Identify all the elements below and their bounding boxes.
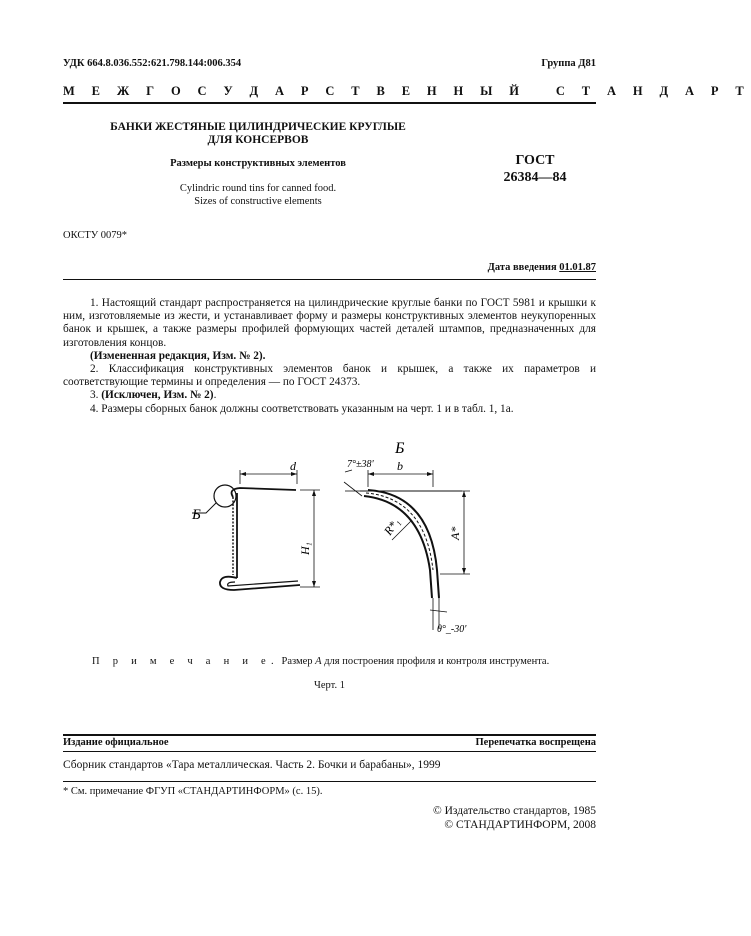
- paragraph-4: 4. Размеры сборных банок должны соответствовать указанным на черт. 1 и в табл. 1, 1а.: [90, 402, 514, 415]
- copyright-2: © СТАНДАРТИНФОРМ, 2008: [444, 819, 596, 831]
- footnote: * См. примечание ФГУП «СТАНДАРТИНФОРМ» (с. 15).: [63, 786, 323, 797]
- dim-label-h1: H₁: [298, 542, 312, 555]
- reprint-notice: Перепечатка воспрещена: [475, 737, 596, 748]
- paragraph-1: 1. Настоящий стандарт распространяется на цилиндрические круглые банки по ГОСТ 5981 и крышки к ним, изготовляемые из жести, и устанавливает форму и размеры конструктивных элементов неукупоренных банок и крышек, а также размеры профилей формующих частей деталей штампов, предназначенных для изготовления концов.: [63, 297, 596, 349]
- paragraph-3-end: .: [213, 389, 217, 402]
- angle-label-bottom: θ°_-30': [437, 624, 467, 635]
- footnote-rule: [63, 781, 596, 782]
- collection-line: Сборник стандартов «Тара металлическая. Часть 2. Бочки и барабаны», 1999: [63, 759, 441, 771]
- paragraph-3-number: 3.: [90, 389, 102, 402]
- standard-banner: М Е Ж Г О С У Д А Р С Т В Е Н Н Ы Й С Т А Н Д А Р Т: [63, 84, 751, 98]
- title-english-2: Sizes of constructive elements: [194, 196, 322, 207]
- paragraph-1-note: (Измененная редакция, Изм. № 2).: [90, 349, 266, 362]
- detail-profile: [345, 490, 462, 630]
- note-italic: A: [315, 656, 322, 667]
- udk-code: УДК 664.8.036.552:621.798.144:006.354: [63, 58, 242, 69]
- oksty-code: ОКСТУ 0079*: [63, 230, 128, 241]
- drawing-note: [92, 656, 549, 667]
- drawing-caption: Черт. 1: [314, 680, 345, 691]
- official-edition: Издание официальное: [63, 737, 169, 748]
- title-line-1: БАНКИ ЖЕСТЯНЫЕ ЦИЛИНДРИЧЕСКИЕ КРУГЛЫЕ: [110, 121, 406, 133]
- footer-rule-2: [63, 751, 596, 752]
- dim-label-b: b: [397, 459, 403, 473]
- title-english-1: Cylindric round tins for canned food.: [179, 183, 337, 194]
- angle-label-top: 7°±38': [347, 459, 374, 470]
- intro-date-value: 01.01.87: [559, 262, 596, 273]
- dim-label-a: A*: [448, 526, 462, 540]
- section-label-b: Б: [192, 507, 201, 523]
- view-label-b: Б: [395, 440, 405, 457]
- note-text-2: для построения профиля и контроля инструмента.: [321, 656, 550, 667]
- note-prefix: П р и м е ч а н и е.: [92, 656, 279, 667]
- footer-rule: [63, 734, 596, 736]
- gost-number: 26384—84: [503, 170, 567, 185]
- gost-label: ГОСТ: [515, 153, 555, 168]
- note-text-1: Размер: [278, 656, 316, 667]
- dim-label-d: d: [290, 459, 296, 473]
- intro-date-label: Дата введения: [487, 262, 557, 273]
- dim-label-r: R*₁: [380, 515, 403, 538]
- title-subtitle: Размеры конструктивных элементов: [170, 158, 346, 169]
- paragraph-3-text: (Исключен, Изм. № 2): [101, 389, 214, 402]
- paragraph-2: 2. Классификация конструктивных элементов банок и крышек, а также их параметров и соответствующие термины и определения — по ГОСТ 24373.: [63, 363, 596, 389]
- copyright-1: © Издательство стандартов, 1985: [432, 805, 596, 817]
- group-code: Группа Д81: [541, 58, 596, 69]
- can-wall: [220, 488, 300, 590]
- title-line-2: ДЛЯ КОНСЕРВОВ: [207, 134, 309, 146]
